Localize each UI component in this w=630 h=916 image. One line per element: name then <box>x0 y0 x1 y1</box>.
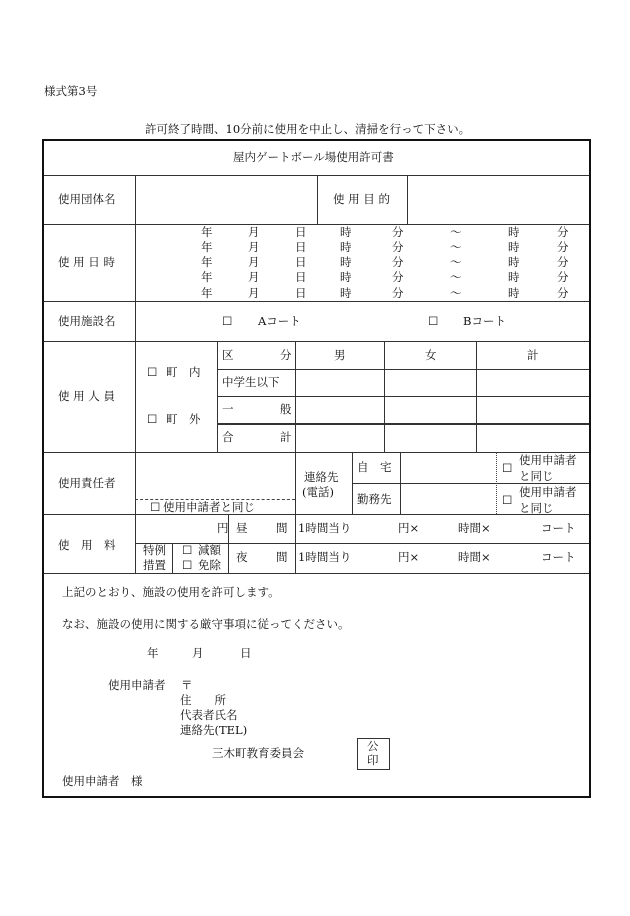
date-unit: 時 <box>508 286 520 300</box>
category-label: 分 <box>280 348 292 362</box>
label-people: 使 用 人 員 <box>58 389 115 403</box>
label-facility: 使用施設名 <box>58 314 116 328</box>
address-label: 住 所 <box>180 693 226 707</box>
date-unit: 年 <box>201 286 213 300</box>
label-purpose: 使 用 目 的 <box>333 192 390 206</box>
date-unit: ～ <box>450 240 462 254</box>
label-fee: 使 用 料 <box>58 538 116 552</box>
date-unit: 分 <box>557 286 569 300</box>
dotted-divider <box>496 452 497 514</box>
yen-label: 円 <box>217 521 229 535</box>
notice-text: 許可終了時間、10分前に使用を中止し、清掃を行って下さい。 <box>145 122 471 136</box>
home-label: 自 宅 <box>357 460 392 474</box>
seal-text: 公 <box>367 739 379 753</box>
date-unit: 分 <box>392 225 404 239</box>
date-unit: 時 <box>340 286 352 300</box>
label-responsible: 使用責任者 <box>58 476 116 490</box>
junior-label: 中学生以下 <box>222 375 280 389</box>
date-unit: 分 <box>557 240 569 254</box>
form-number: 様式第3号 <box>44 84 98 98</box>
in-town-label: 町 内 <box>166 365 201 379</box>
instruction-text: なお、施設の使用に関する厳守事項に従ってください。 <box>62 617 350 631</box>
date-day: 日 <box>240 646 252 660</box>
approval-text: 上記のとおり、施設の使用を許可します。 <box>62 585 280 599</box>
date-unit: 日 <box>295 286 307 300</box>
form-title: 屋内ゲートボール場使用許可書 <box>233 150 394 164</box>
date-unit: 時 <box>508 225 520 239</box>
fee-yen_x: 円× <box>398 521 420 535</box>
date-unit: 年 <box>201 240 213 254</box>
same-label: 使用申請者 <box>519 453 577 467</box>
day-label: 昼 <box>236 521 248 535</box>
date-unit: 月 <box>248 286 260 300</box>
court-b-label: Bコート <box>463 314 506 328</box>
fee-court: コート <box>541 521 576 535</box>
seal-text: 印 <box>367 753 379 767</box>
date-unit: 分 <box>392 270 404 284</box>
date-unit: 分 <box>557 225 569 239</box>
special-label: 措置 <box>143 558 166 572</box>
general-label: 般 <box>280 402 292 416</box>
checkbox-court-a[interactable]: ☐ <box>222 314 233 328</box>
applicant-label: 使用申請者 <box>108 678 166 692</box>
total-label: 計 <box>280 430 292 444</box>
date-unit: 分 <box>392 286 404 300</box>
date-unit: 時 <box>508 240 520 254</box>
category-label: 区 <box>222 348 234 362</box>
checkbox-reduced[interactable]: ☐ <box>182 543 193 557</box>
fee-yen_x: 円× <box>398 550 420 564</box>
same-label: 使用申請者 <box>519 485 577 499</box>
fee-hours_x: 時間× <box>458 550 491 564</box>
addressee-text: 使用申請者 様 <box>62 774 143 788</box>
date-unit: 年 <box>201 255 213 269</box>
date-unit: 時 <box>340 225 352 239</box>
date-unit: 分 <box>392 255 404 269</box>
phone-label: (電話) <box>302 485 334 499</box>
date-month: 月 <box>192 646 204 660</box>
night-label: 夜 <box>236 550 248 564</box>
date-unit: 時 <box>340 270 352 284</box>
date-unit: ～ <box>450 270 462 284</box>
label-datetime: 使 用 日 時 <box>58 255 115 269</box>
date-unit: 日 <box>295 255 307 269</box>
same-label: と同じ <box>519 501 554 515</box>
female-header: 女 <box>425 348 437 362</box>
fee-per_hour: 1時間当り <box>298 521 352 535</box>
checkbox-home-same[interactable]: ☐ <box>502 461 513 475</box>
date-unit: 日 <box>295 240 307 254</box>
checkbox-court-b[interactable]: ☐ <box>428 314 439 328</box>
checkbox-out-town[interactable]: ☐ <box>147 412 158 426</box>
date-unit: 年 <box>201 225 213 239</box>
date-unit: 月 <box>248 270 260 284</box>
general-label: 一 <box>222 402 234 416</box>
date-unit: 分 <box>557 270 569 284</box>
date-unit: 分 <box>557 255 569 269</box>
fee-hours_x: 時間× <box>458 521 491 535</box>
date-unit: ～ <box>450 225 462 239</box>
fee-per_hour: 1時間当り <box>298 550 352 564</box>
work-label: 勤務先 <box>357 492 392 506</box>
checkbox-same-applicant[interactable]: ☐ <box>150 500 161 514</box>
postal-mark: 〒 <box>181 678 193 692</box>
date-unit: 月 <box>248 240 260 254</box>
date-unit: 時 <box>340 240 352 254</box>
date-unit: 日 <box>295 225 307 239</box>
out-town-label: 町 外 <box>166 412 201 426</box>
date-unit: ～ <box>450 255 462 269</box>
checkbox-work-same[interactable]: ☐ <box>502 493 513 507</box>
special-label: 特例 <box>143 543 166 557</box>
night-label: 間 <box>276 550 288 564</box>
representative-label: 代表者氏名 <box>180 708 238 722</box>
male-header: 男 <box>334 348 346 362</box>
court-a-label: Aコート <box>258 314 301 328</box>
date-unit: 年 <box>201 270 213 284</box>
date-unit: 月 <box>248 255 260 269</box>
same-label: と同じ <box>519 469 554 483</box>
reduced-label: 減額 <box>198 543 221 557</box>
checkbox-in-town[interactable]: ☐ <box>147 365 158 379</box>
date-year: 年 <box>147 646 159 660</box>
date-unit: ～ <box>450 286 462 300</box>
fee-court: コート <box>541 550 576 564</box>
board-name: 三木町教育委員会 <box>212 746 304 760</box>
tel-label: 連絡先(TEL) <box>180 723 248 737</box>
day-label: 間 <box>276 521 288 535</box>
checkbox-exempt[interactable]: ☐ <box>182 558 193 572</box>
total-label: 合 <box>222 430 234 444</box>
sum-header: 計 <box>527 348 539 362</box>
date-unit: 時 <box>508 270 520 284</box>
date-unit: 時 <box>508 255 520 269</box>
exempt-label: 免除 <box>198 558 221 572</box>
label-group-name: 使用団体名 <box>58 192 116 206</box>
date-unit: 月 <box>248 225 260 239</box>
date-unit: 分 <box>392 240 404 254</box>
contact-label: 連絡先 <box>304 470 339 484</box>
same-applicant-label: 使用申請者と同じ <box>163 500 255 514</box>
date-unit: 日 <box>295 270 307 284</box>
date-unit: 時 <box>340 255 352 269</box>
